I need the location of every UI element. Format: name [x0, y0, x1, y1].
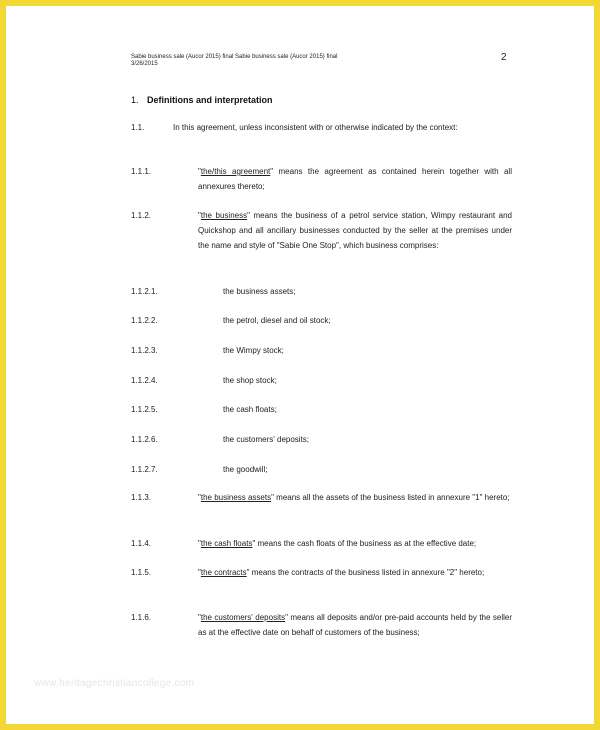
clause-number: 1.1.2.6.: [131, 435, 158, 444]
clause-number: 1.1.: [131, 123, 145, 132]
clause-number: 1.1.2.2.: [131, 316, 158, 325]
section-number: 1.: [131, 95, 139, 105]
clause-number: 1.1.2.1.: [131, 287, 158, 296]
clause-fragment: ": [198, 613, 201, 622]
clause-text: [173, 120, 479, 135]
section-title: Definitions and interpretation: [147, 95, 273, 105]
defined-term: the cash floats: [200, 539, 253, 548]
running-header: [131, 54, 431, 68]
defined-term: the business assets: [200, 493, 272, 502]
clause-fragment: the Wimpy stock;: [223, 346, 284, 355]
clause-text: [198, 610, 512, 640]
clause-text: [198, 565, 512, 580]
clause-fragment: the cash floats;: [223, 405, 277, 414]
clause-text: [198, 490, 512, 505]
clause-number: 1.1.2.5.: [131, 405, 158, 414]
header-date: 3/26/2015: [131, 61, 158, 67]
clause-number: 1.1.4.: [131, 539, 152, 548]
clause-fragment: the shop stock;: [223, 376, 277, 385]
defined-term: the contracts: [200, 568, 247, 577]
clause-fragment: " means the agreement as contained herein together with all annexures thereto;: [198, 167, 512, 191]
clause-number: 1.1.2.4.: [131, 376, 158, 385]
page-number: 2: [501, 52, 507, 63]
clause-fragment: ": [198, 568, 201, 577]
clause-fragment: " means all the assets of the business listed in annexure "1" hereto;: [271, 493, 510, 502]
header-line-1: Sabie business sale (Aucor 2015) final Sabie business sale (Aucor 2015) final: [131, 54, 338, 60]
watermark: www.heritagechristiancollege.com: [34, 678, 195, 689]
clause-fragment: ": [198, 211, 201, 220]
clause-number: 1.1.3.: [131, 493, 152, 502]
clause-number: 1.1.2.3.: [131, 346, 158, 355]
defined-term: the business: [200, 211, 248, 220]
clause-fragment: " means the business of a petrol service station, Wimpy restaurant and Quickshop and all ancillary businesses conducted by the seller at the premises under the name and style of "Sabie One Stop", which business comprises:: [198, 211, 512, 250]
clause-fragment: ": [198, 167, 201, 176]
clause-fragment: " means the cash floats of the business as at the effective date;: [252, 539, 477, 548]
clause-fragment: ": [198, 539, 201, 548]
section-heading: [131, 95, 273, 105]
clause-text: [223, 373, 503, 388]
clause-fragment: " means all deposits and/or pre-paid accounts held by the seller as at the effective date on behalf of customers of the business;: [198, 613, 512, 637]
clause-text: [223, 462, 503, 477]
clause-fragment: the business assets;: [223, 287, 296, 296]
clause-fragment: " means the contracts of the business listed in annexure "2" hereto;: [246, 568, 485, 577]
clause-text: [223, 432, 503, 447]
clause-text: [198, 208, 512, 253]
clause-text: [198, 164, 512, 194]
clause-fragment: the customers' deposits;: [223, 435, 310, 444]
clause-fragment: ": [198, 493, 201, 502]
clause-text: [198, 536, 512, 551]
document-page: [6, 6, 594, 724]
clause-fragment: In this agreement, unless inconsistent with or otherwise indicated by the context:: [173, 123, 458, 132]
defined-term: the customers' deposits: [200, 613, 286, 622]
clause-fragment: the petrol, diesel and oil stock;: [223, 316, 331, 325]
clause-number: 1.1.5.: [131, 568, 152, 577]
clause-number: 1.1.1.: [131, 167, 152, 176]
clause-number: 1.1.6.: [131, 613, 152, 622]
clause-text: [223, 284, 503, 299]
clause-number: 1.1.2.7.: [131, 465, 158, 474]
clause-fragment: the goodwill;: [223, 465, 268, 474]
clause-text: [223, 402, 503, 417]
defined-term: the/this agreement: [200, 167, 271, 176]
clause-text: [223, 313, 503, 328]
clause-text: [223, 343, 503, 358]
clause-number: 1.1.2.: [131, 211, 152, 220]
